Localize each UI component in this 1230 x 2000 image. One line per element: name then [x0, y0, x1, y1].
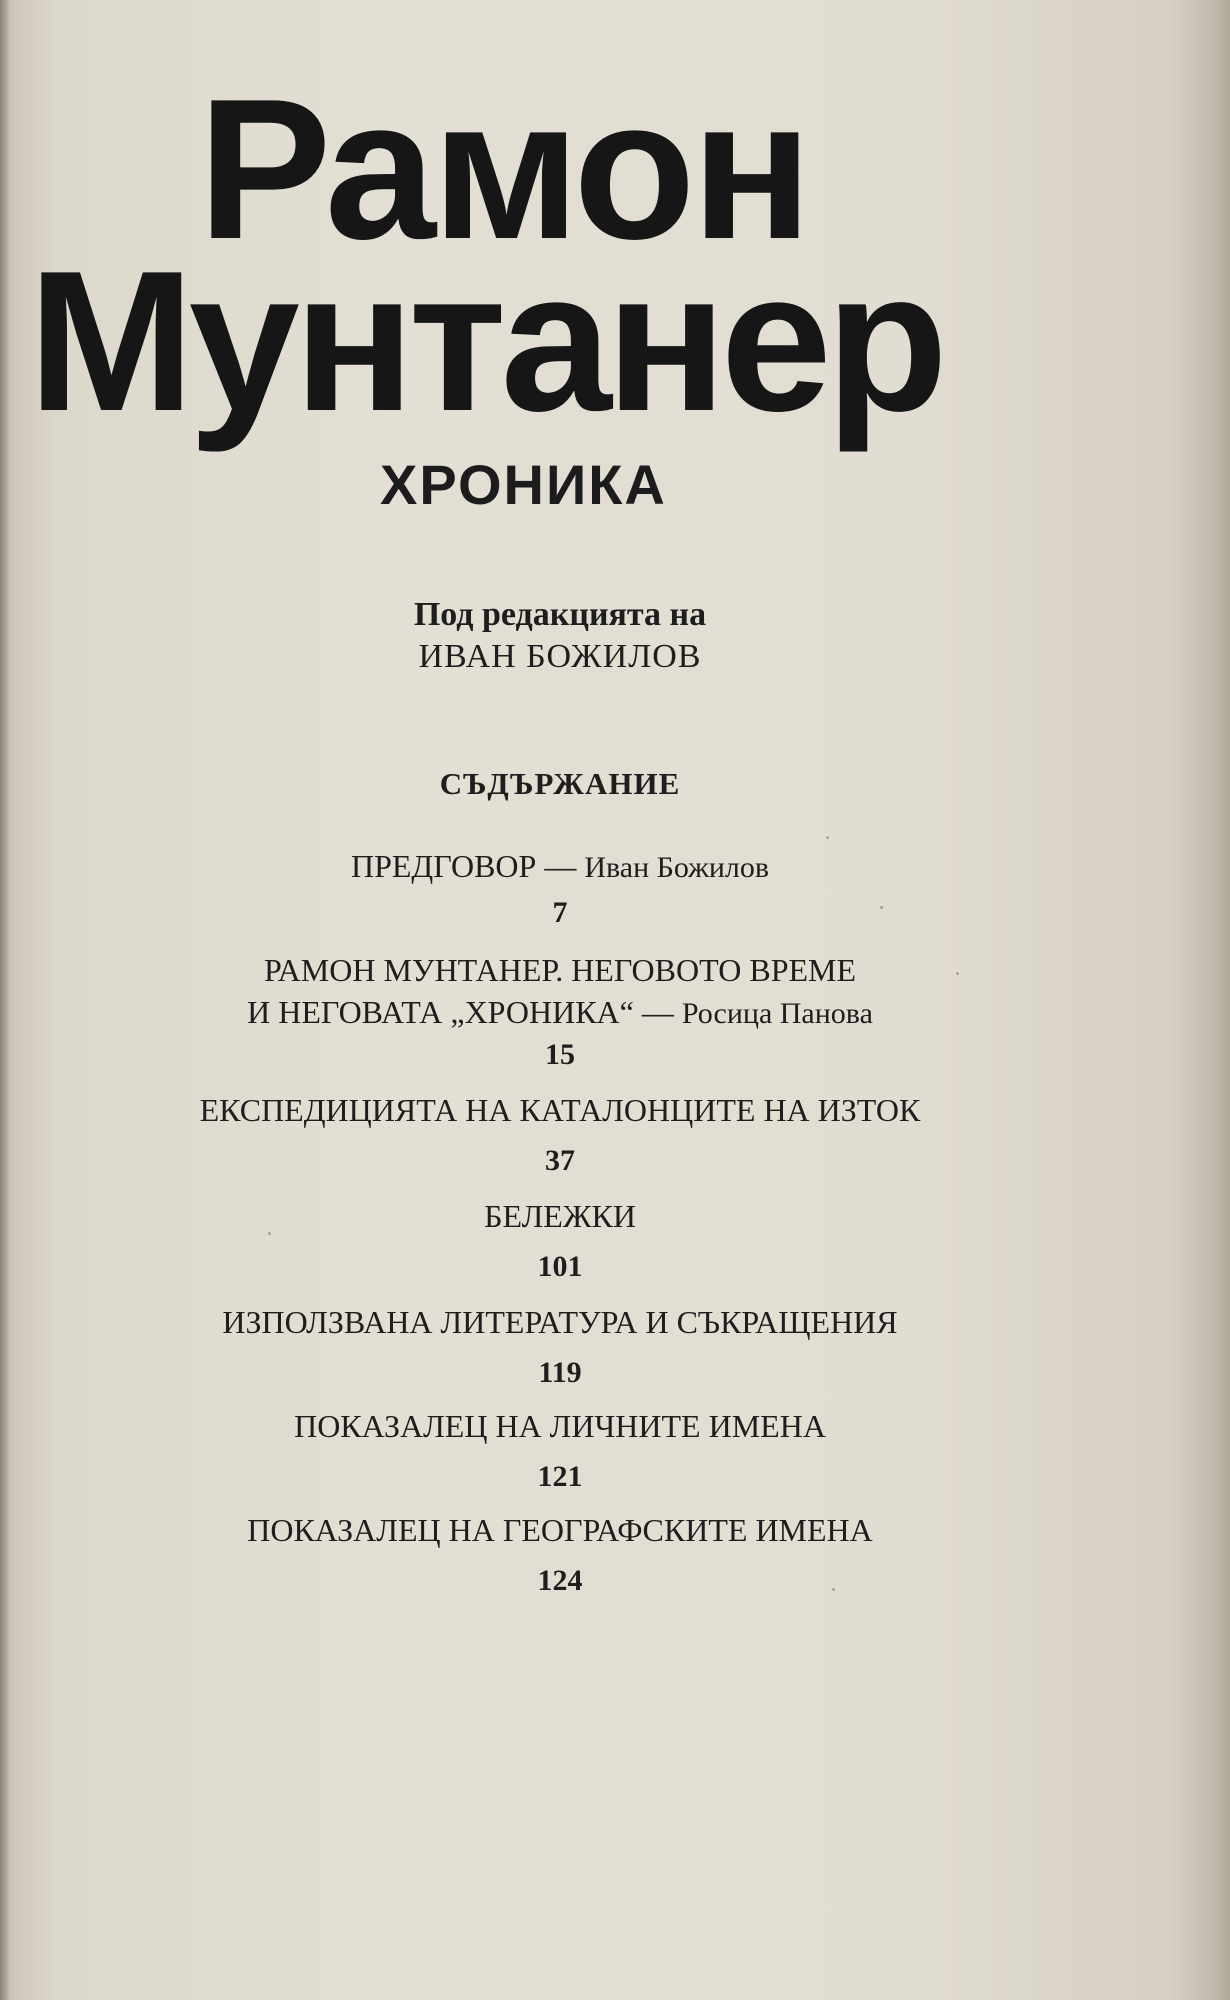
paper-speck	[956, 972, 959, 975]
toc-entry-author: Иван Божилов	[584, 851, 770, 884]
toc-entry-page: 119	[538, 1356, 582, 1389]
author-first-name: Рамон	[198, 58, 809, 281]
toc-entry-title: ПОКАЗАЛЕЦ НА ЛИЧНИТЕ ИМЕНА	[294, 1408, 826, 1444]
toc-entry-title: БЕЛЕЖКИ	[484, 1198, 636, 1234]
toc-entry-page: 124	[537, 1564, 583, 1597]
toc-entry-title-line2	[0, 992, 1120, 1034]
paper-speck	[880, 906, 883, 909]
toc-entry-page: 121	[537, 1460, 583, 1493]
paper-speck	[826, 836, 829, 839]
toc-heading: СЪДЪРЖАНИЕ	[439, 766, 681, 801]
toc-entry-page: 37	[545, 1144, 575, 1177]
author-last-name: Мунтанер	[28, 230, 943, 453]
toc-entry-title: ЕКСПЕДИЦИЯТА НА КАТАЛОНЦИТЕ НА ИЗТОК	[199, 1092, 921, 1128]
editor-name: ИВАН БОЖИЛОВ	[418, 638, 702, 675]
editor-label: Под редакцията на	[413, 596, 707, 633]
toc-entry-author: Росица Панова	[681, 997, 873, 1030]
toc-entry-title	[0, 846, 1120, 888]
toc-entry-page: 15	[545, 1038, 575, 1071]
book-title: ХРОНИКА	[380, 453, 667, 516]
toc-entry-title: РАМОН МУНТАНЕР. НЕГОВОТО ВРЕМЕ	[263, 952, 857, 988]
paper-speck	[832, 1588, 835, 1591]
toc-entry-page: 7	[552, 896, 568, 929]
toc-entry-title-text: ПРЕДГОВОР —	[350, 848, 585, 884]
paper-speck	[268, 1232, 271, 1235]
toc-entry-title: ПОКАЗАЛЕЦ НА ГЕОГРАФСКИТЕ ИМЕНА	[247, 1512, 873, 1548]
toc-entry-title: ИЗПОЛЗВАНА ЛИТЕРАТУРА И СЪКРАЩЕНИЯ	[222, 1304, 898, 1340]
toc-entry-page: 101	[537, 1250, 583, 1283]
toc-entry-title-text: И НЕГОВАТА „ХРОНИКА“ —	[247, 994, 682, 1030]
